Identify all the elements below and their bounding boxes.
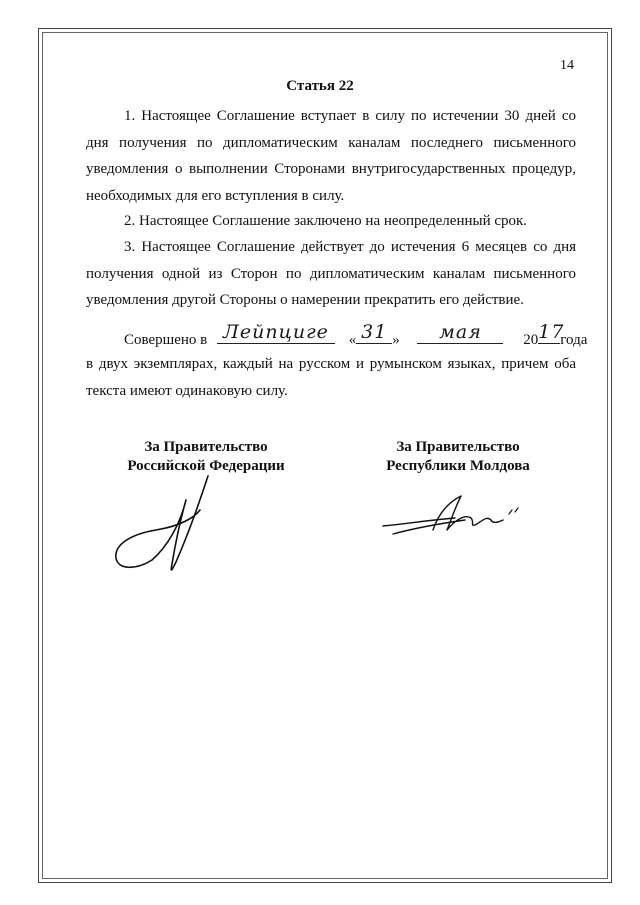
article-title: Статья 22 xyxy=(286,78,354,94)
signature-russia xyxy=(110,470,220,580)
signatory-moldova-line1: За Правительство xyxy=(396,439,520,455)
month-handwritten: мая xyxy=(439,321,482,343)
signatory-moldova xyxy=(338,438,578,476)
city-handwritten: Лейпциге xyxy=(223,321,329,343)
done-prefix: Совершено в xyxy=(124,332,208,348)
quote-open: « xyxy=(348,332,357,348)
signatory-moldova-line2: Республики Молдова xyxy=(386,458,530,474)
city-blank xyxy=(217,321,335,344)
done-continuation: в двух экземплярах, каждый на русском и румынском языках, причем оба текста имеют одинаковую силу. xyxy=(86,356,576,399)
article-paragraph-2: 2. Настоящее Соглашение заключено на неопределенный срок. xyxy=(124,213,528,229)
article-paragraph-3: 3. Настоящее Соглашение действует до истечения 6 месяцев со дня получения одной из Сторон по дипломатическим каналам письменного уведомления другой Стороны о намерении прекратить его действие. xyxy=(86,239,576,308)
article-paragraph-1: 1. Настоящее Соглашение вступает в силу по истечении 30 дней со дня получения по дипломатическим каналам последнего письменного уведомления о выполнении Сторонами внутригосударственных процедур, необходимых для его вступления в силу. xyxy=(86,108,576,204)
year-printed: 20 xyxy=(523,332,539,348)
signatory-russia-line1: За Правительство xyxy=(144,439,268,455)
month-blank xyxy=(417,321,503,344)
signatory-russia-line2: Российской Федерации xyxy=(127,458,285,474)
page-number: 14 xyxy=(560,58,574,73)
signature-moldova xyxy=(375,490,535,550)
done-at-line xyxy=(124,321,588,349)
day-handwritten: 31 xyxy=(361,321,388,343)
quote-close: » xyxy=(392,332,400,348)
day-blank xyxy=(356,321,392,344)
year-handwritten: 17 xyxy=(538,321,565,343)
year-suffix: года xyxy=(560,332,588,348)
year-blank xyxy=(538,321,565,344)
